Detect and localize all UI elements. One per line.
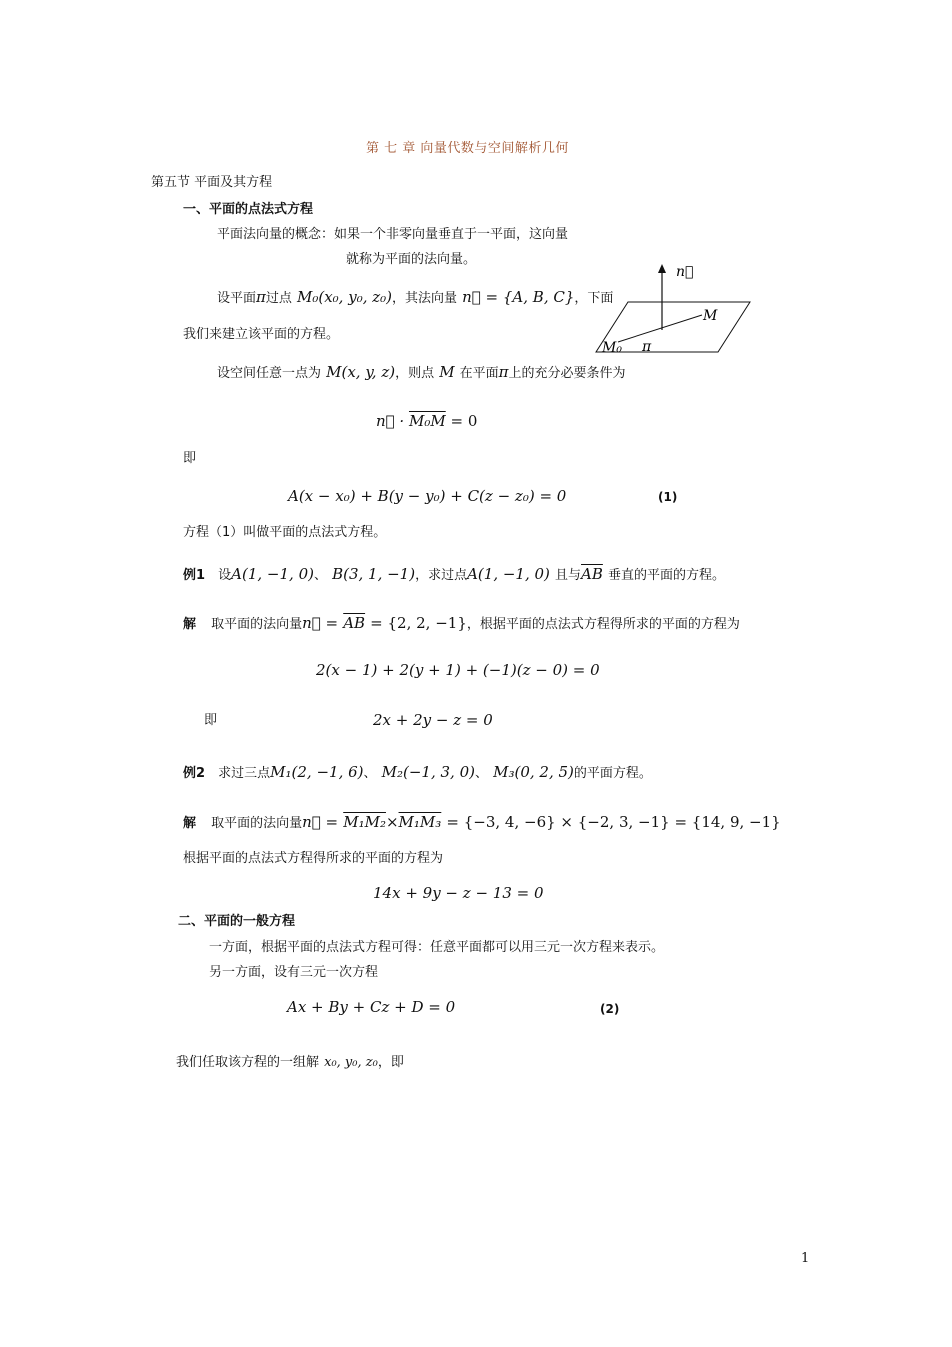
part2-line3-text-a: 我们任取该方程的一组解 bbox=[176, 1055, 320, 1070]
example1-label: 例1 bbox=[183, 568, 206, 583]
plane-normal-figure bbox=[590, 260, 760, 360]
m0-to-m-segment bbox=[618, 315, 702, 342]
part2-line1: 一方面，根据平面的点法式方程可得：任意平面都可以用三元一次方程来表示。 bbox=[209, 940, 665, 955]
solution2-text-a: 取平面的法向量 bbox=[211, 816, 303, 831]
solution2-n-eq: n⃗ = bbox=[302, 813, 339, 831]
equation-number-1: (1) bbox=[658, 490, 678, 504]
example1-point-a2: A(1, −1, 0) bbox=[467, 565, 550, 583]
setup-text-a: 设平面 bbox=[217, 291, 257, 306]
any-point-text-a: 设空间任意一点为 bbox=[217, 366, 322, 381]
solution2-text-b: 根据平面的点法式方程得所求的平面的方程为 bbox=[183, 851, 444, 866]
solution1-simplified-equation: 2x + 2y − z = 0 bbox=[373, 711, 493, 729]
any-point-line bbox=[217, 362, 626, 382]
figure-pi-label: π bbox=[642, 339, 652, 355]
chapter-title: 第 七 章 向量代数与空间解析几何 bbox=[366, 141, 569, 156]
solution1-text-a: 取平面的法向量 bbox=[211, 617, 303, 632]
solution2-vector-m1m2: M₁M₂ bbox=[343, 813, 386, 831]
section-title: 第五节 平面及其方程 bbox=[151, 175, 273, 190]
solution2-value: = {−3, 4, −6} × {−2, 3, −1} = {14, 9, −1} bbox=[446, 813, 781, 831]
example1-line bbox=[183, 564, 725, 584]
solution1-equation: 2(x − 1) + 2(y + 1) + (−1)(z − 0) = 0 bbox=[316, 661, 600, 679]
example1-point-b: B(3, 1, −1) bbox=[332, 565, 416, 583]
page-number: 1 bbox=[801, 1251, 810, 1266]
solution1-label: 解 bbox=[183, 617, 197, 632]
setup-pi: π bbox=[256, 288, 266, 306]
dot-eq-vector: M₀M bbox=[408, 412, 446, 430]
any-point-m2: M bbox=[439, 363, 455, 381]
any-point-pi: π bbox=[498, 363, 509, 381]
example2-point-m3: M₃(0, 2, 5) bbox=[493, 763, 574, 781]
solution1-ji: 即 bbox=[204, 713, 218, 728]
figure-m0-label: M₀ bbox=[602, 340, 622, 356]
solution2-times: × bbox=[385, 813, 399, 831]
example1-text-c: 且与 bbox=[555, 568, 582, 583]
part2-heading: 二、平面的一般方程 bbox=[178, 914, 296, 929]
dot-product-equation bbox=[376, 412, 477, 430]
solution1-text-b: ，根据平面的点法式方程得所求的平面的方程为 bbox=[466, 617, 740, 632]
figure-n-label: n⃗ bbox=[676, 264, 694, 280]
solution2-equation: 14x + 9y − z − 13 = 0 bbox=[373, 884, 544, 902]
solution2-label: 解 bbox=[183, 816, 197, 831]
example1-text-a: 设 bbox=[218, 568, 232, 583]
example1-vector-ab: $\overline{AB}$ bbox=[581, 565, 603, 583]
solution1-line bbox=[183, 613, 740, 633]
example2-text-b: 的平面方程。 bbox=[573, 766, 652, 781]
solution2-line bbox=[183, 812, 781, 832]
setup-text-c: ，其法向量 bbox=[392, 291, 458, 306]
equation1-description: 方程（1）叫做平面的点法式方程。 bbox=[183, 525, 387, 540]
arrow-head-icon bbox=[658, 264, 666, 273]
solution1-vector-ab: $\overline{AB}$ bbox=[343, 614, 366, 632]
example1-text-b: ，求过点 bbox=[415, 568, 468, 583]
point-normal-equation: A(x − x₀) + B(y − y₀) + C(z − z₀) = 0 bbox=[288, 487, 567, 505]
equation-number-2: (2) bbox=[600, 1002, 620, 1016]
example2-point-m2: M₂(−1, 3, 0) bbox=[381, 763, 475, 781]
general-plane-equation: Ax + By + Cz + D = 0 bbox=[287, 998, 456, 1016]
solution1-n-eq: n⃗ = bbox=[302, 614, 339, 632]
setup-text-b: 过点 bbox=[265, 291, 292, 306]
any-point-text-b: ，则点 bbox=[395, 366, 435, 381]
figure-m-label: M bbox=[703, 308, 718, 324]
any-point-m: M(x, y, z) bbox=[326, 363, 396, 381]
setup-text-d: ，下面 bbox=[574, 291, 614, 306]
part2-line3-solution: x₀, y₀, z₀ bbox=[324, 1055, 378, 1070]
example2-sep1: 、 bbox=[363, 766, 377, 781]
part1-heading: 一、平面的点法式方程 bbox=[183, 202, 314, 217]
setup-line2: 我们来建立该平面的方程。 bbox=[183, 327, 340, 342]
solution2-vector-m1m3: M₁M₃ bbox=[398, 813, 442, 831]
example2-line bbox=[183, 762, 652, 782]
any-point-text-c: 在平面 bbox=[459, 366, 499, 381]
example1-point-a: A(1, −1, 0) bbox=[231, 565, 314, 583]
example2-sep2: 、 bbox=[474, 766, 488, 781]
ji-label: 即 bbox=[183, 451, 197, 466]
dot-eq-n: n⃗ · bbox=[376, 412, 405, 430]
solution1-value: = {2, 2, −1} bbox=[370, 614, 467, 632]
dot-eq-rhs: = 0 bbox=[450, 412, 478, 430]
setup-normal-vector: n⃗ = {A, B, C} bbox=[462, 288, 575, 306]
setup-line bbox=[217, 287, 613, 307]
part2-line3 bbox=[176, 1051, 404, 1072]
example2-text-a: 求过三点 bbox=[218, 766, 271, 781]
setup-m0: M₀(x₀, y₀, z₀) bbox=[296, 288, 393, 306]
example2-point-m1: M₁(2, −1, 6) bbox=[270, 763, 364, 781]
part2-line3-text-b: ，即 bbox=[377, 1055, 404, 1070]
example1-text-d: 垂直的平面的方程。 bbox=[607, 568, 725, 583]
example2-label: 例2 bbox=[183, 766, 206, 781]
normal-definition-line2: 就称为平面的法向量。 bbox=[346, 252, 477, 267]
example1-sep: 、 bbox=[313, 568, 327, 583]
any-point-text-d: 上的充分必要条件为 bbox=[508, 366, 626, 381]
part2-line2: 另一方面，设有三元一次方程 bbox=[209, 965, 379, 980]
normal-definition-line1: 平面法向量的概念：如果一个非零向量垂直于一平面，这向量 bbox=[217, 227, 569, 242]
